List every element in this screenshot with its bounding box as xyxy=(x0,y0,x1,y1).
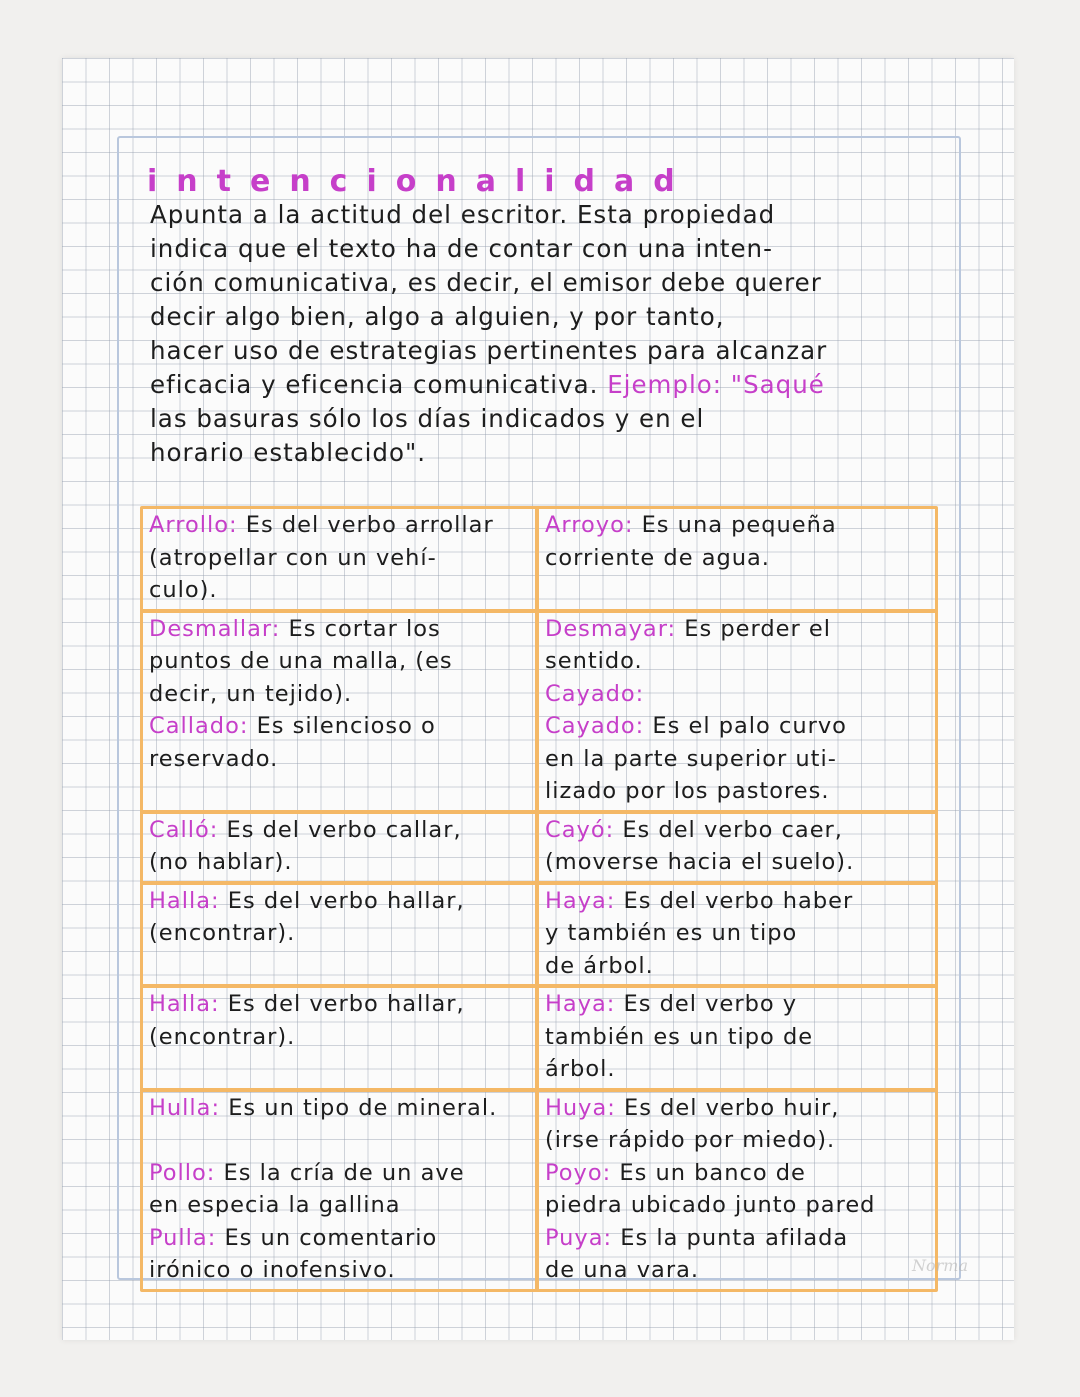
intro-text: Apunta a la actitud del escritor. Esta propiedad indica que el texto ha de contar con una inten- ción comunicativa, es decir, el emisor debe querer decir algo bien, algo a alguien, y por tanto, hacer uso de estrategias pertinentes para alcanzar eficacia y eficencia comunicativa. xyxy=(150,200,828,399)
word-entry xyxy=(149,814,531,879)
table-row xyxy=(143,1092,935,1289)
table-cell-right xyxy=(539,885,935,985)
homophones-table xyxy=(140,506,938,1292)
word-definition: Es silencioso o reservado. xyxy=(149,713,436,772)
word-entry xyxy=(149,509,531,607)
table-cell-left xyxy=(143,814,539,881)
table-cell-right xyxy=(539,814,935,881)
table-cell-left xyxy=(143,988,539,1088)
word-definition: Es del verbo caer, (moverse hacia el suelo). xyxy=(545,816,855,875)
word-term: Arroyo: xyxy=(545,512,634,538)
word-entry xyxy=(545,988,931,1086)
table-cell-right xyxy=(539,1092,935,1289)
word-definition: Es cortar los puntos de una malla, (es decir, un tejido). xyxy=(149,615,453,707)
word-term: Halla: xyxy=(149,887,220,914)
word-term: Haya: xyxy=(545,991,616,1017)
table-cell-left xyxy=(143,509,539,609)
table-cell-right xyxy=(539,509,935,609)
word-entry xyxy=(545,885,931,983)
word-term: Desmayar: xyxy=(545,615,677,642)
page-title: intencionalidad xyxy=(147,164,694,199)
word-definition: Es el palo curvo en la parte superior uti- lizado por los pastores. xyxy=(545,713,847,804)
word-definition: Es del verbo haber y también es un tipo de árbol. xyxy=(545,887,854,979)
table-row xyxy=(143,988,935,1092)
word-definition: Es la cría de un ave en especia la gallina xyxy=(149,1159,465,1218)
word-term: Poyo: xyxy=(545,1159,612,1186)
word-definition: Es una pequeña corriente de agua. xyxy=(545,512,837,571)
word-term: Pulla: xyxy=(149,1224,217,1251)
word-term: Huya: xyxy=(545,1094,616,1121)
word-entry xyxy=(149,885,531,950)
word-term: Cayó: xyxy=(545,816,615,843)
table-cell-right xyxy=(539,613,935,810)
word-entry xyxy=(149,613,531,776)
table-cell-left xyxy=(143,885,539,985)
word-definition: Es del verbo callar, (no hablar). xyxy=(149,816,462,875)
notebook-page xyxy=(62,58,1014,1340)
word-term: Puya: xyxy=(545,1224,613,1251)
table-row xyxy=(143,613,935,814)
example-text: las basuras sólo los días indicados y en el horario establecido". xyxy=(150,404,705,467)
word-entry xyxy=(149,1092,531,1287)
word-entry xyxy=(545,613,931,808)
word-term: Arrollo: xyxy=(149,512,238,538)
word-entry xyxy=(149,988,531,1053)
intro-paragraph xyxy=(150,198,930,470)
word-entry xyxy=(545,814,931,879)
word-term: Hulla: xyxy=(149,1094,221,1121)
word-term: Callado: xyxy=(149,713,249,739)
table-row xyxy=(143,885,935,989)
word-definition: Es un banco de piedra ubicado junto pared xyxy=(545,1159,876,1218)
table-cell-left xyxy=(143,613,539,810)
word-definition: Es del verbo hallar, (encontrar). xyxy=(149,991,465,1050)
word-term: Calló: xyxy=(149,816,219,843)
word-definition: Es un tipo de mineral. xyxy=(228,1094,498,1121)
word-term: Haya: xyxy=(545,887,616,914)
table-row xyxy=(143,509,935,613)
word-definition: Es perder el sentido. xyxy=(545,615,831,674)
word-entry xyxy=(545,509,931,574)
word-definition: Es un comentario irónico o inofensivo. xyxy=(149,1224,438,1283)
table-cell-right xyxy=(539,988,935,1088)
word-entry xyxy=(545,1092,931,1287)
word-definition: Es del verbo y también es un tipo de árbol. xyxy=(545,991,814,1082)
word-term: Cayado: xyxy=(545,680,645,707)
word-definition: Es del verbo huir, (irse rápido por miedo). xyxy=(545,1094,840,1153)
word-definition: Es la punta afilada de una vara. xyxy=(545,1224,849,1283)
word-term: Pollo: xyxy=(149,1159,216,1186)
word-term: Cayado: xyxy=(545,713,645,739)
word-term: Desmallar: xyxy=(149,615,281,642)
word-definition: Es del verbo arrollar (atropellar con un vehí- culo). xyxy=(149,512,494,603)
table-row xyxy=(143,814,935,885)
brand-logo: Norma xyxy=(912,1256,968,1275)
example-label: Ejemplo: "Saqué xyxy=(607,370,825,399)
word-definition: Es del verbo hallar, (encontrar). xyxy=(149,887,465,946)
word-term: Halla: xyxy=(149,991,220,1017)
table-cell-left xyxy=(143,1092,539,1289)
